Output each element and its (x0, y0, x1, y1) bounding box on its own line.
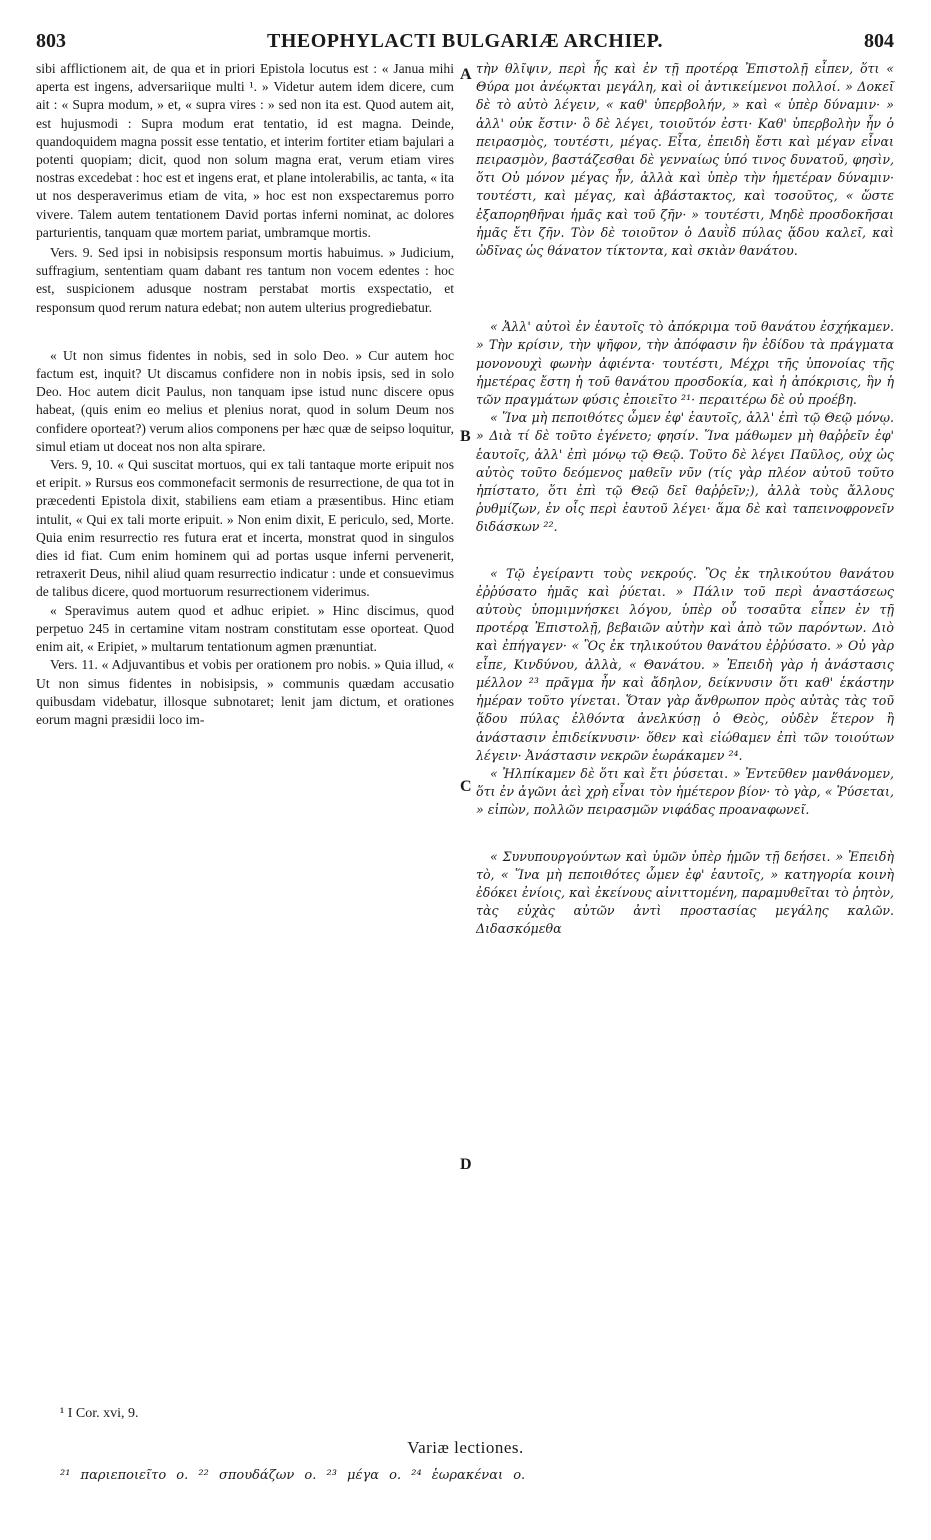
page-number-right: 804 (864, 30, 894, 52)
latin-paragraph-3: « Ut non simus fidentes in nobis, sed in solo Deo. » Cur autem hoc factum est, inquit? Ut discamus confidere non in nobis ipsis, sed in solo Deo. Hoc autem dicit Paulus, non tanquam ipse istud nunc discere opus habeat, (quis enim eo melius et plenius norat, quod in solum Deum nos confidere oporteat?) verum alios componens per hæc quæ de seipso loquitur, simul etiam ut doceat nos non alta spirare. (36, 347, 454, 454)
greek-paragraph-5: « Ἠλπίκαμεν δὲ ὅτι καὶ ἔτι ῥύσεται. » Ἐντεῦθεν μανθάνομεν, ὅτι ἐν ἀγῶνι ἀεὶ χρὴ εἶναι τὸν ἡμέτερον βίον· τὸ γὰρ, « Ῥύσεται, » εἰπὼν, πολλῶν πειρασμῶν νιφάδας προαναφωνεῖ. (476, 765, 894, 818)
section-marker-b: B (460, 428, 471, 445)
greek-paragraph-1: τὴν θλῖψιν, περὶ ἧς καὶ ἐν τῇ προτέρᾳ Ἐπιστολῇ εἶπεν, ὅτι « Θύρα μοι ἀνέῳκται μεγάλη, καὶ οἱ ἀντικείμενοι πολλοί. » Δοκεῖ δὲ τὸ αὐτὸ λέγειν, « καθ' ὑπερβολήν, » καὶ « ὑπὲρ δύναμιν· » ἀλλ' οὐκ ἔστιν· ὃ δὲ λέγει, τοιοῦτόν ἐστι· Καθ' ὑπερβολὴν ἦν ὁ πειρασμὸς, τουτέστι, μέγας. Εἶτα, ἐπειδὴ ἔστι καὶ μέγαν εἶναι πειρασμὸν, βαστάζεσθαι δὲ γενναίως ὑπό τινος δυνατοῦ, φησὶν, ὅτι Οὐ μόνον μέγας ἦν, ἀλλὰ καὶ ὑπὲρ τὴν ἡμετέραν δύναμιν· τουτέστι, καὶ μέγας, καὶ ἀβάστακτος, καὶ τοσοῦτος, « ὥστε ἐξαπορηθῆναι ἡμᾶς καὶ τοῦ ζῆν· » τουτέστι, Μηδὲ προσδοκῆσαι ἡμᾶς ἔτι ζῆν. Τὸν δὲ τοιοῦτον ὁ Δαυῒδ πύλας ᾅδου καλεῖ, καὶ ὠδῖνας ὡς θάνατον τίκτοντα, καὶ σκιὰν θανάτου. (476, 61, 894, 259)
greek-paragraph-2: « Ἀλλ' αὐτοὶ ἐν ἑαυτοῖς τὸ ἀπόκριμα τοῦ θανάτου ἐσχήκαμεν. » Τὴν κρίσιν, τὴν ψῆφον, τὴν ἀπόφασιν ἣν ἐδίδου τὰ πράγματα μονονουχὶ φωνὴν ἀφιέντα· τουτέστι, Μέχρι τῆς ὑπονοίας τῆς ἡμετέρας ἔστη ἡ τοῦ θανάτου προσδοκία, καὶ ἡ ἀπόκρισις, ἣν ἡ τῶν πραγμάτων φύσις ἐποιεῖτο ²¹· περαιτέρω δὲ οὐ προέβη. (476, 319, 894, 408)
greek-column (476, 60, 894, 939)
section-marker-c: C (460, 778, 472, 795)
greek-paragraph-6: « Συνυπουργούντων καὶ ὑμῶν ὑπὲρ ἡμῶν τῇ δεήσει. » Ἐπειδὴ τὸ, « Ἵνα μὴ πεποιθότες ὦμεν ἐφ' ἑαυτοῖς, » κατηγορία κοινὴ ἐδόκει ἐνίοις, καὶ ἐκείνους αἰνιττομένη, παραμυθεῖται τὸ ῥητὸν, τὰς εὐχὰς αὐτῶν ἀντὶ προστασίας μεγάλης καλῶν. Διδασκόμεθα (476, 848, 894, 937)
greek-paragraph-4: « Τῷ ἐγείραντι τοὺς νεκρούς. Ὃς ἐκ τηλικούτου θανάτου ἐῤῥύσατο ἡμᾶς καὶ ῥύεται. » Πάλιν τοῦ περὶ ἀναστάσεως αὐτοὺς ὑπομιμνήσκει λόγου, ὑπὲρ οὗ τοσαῦτα εἶπεν ἐν τῇ προτέρᾳ Ἐπιστολῇ, βεβαιῶν αὐτὴν καὶ ἀπὸ τῶν παρόντων. Διὸ καὶ ἐπήγαγεν· « Ὃς ἐκ τηλικούτου θανάτου ἐῤῥύσατο. » Οὐ γὰρ εἶπε, Κινδύνου, ἀλλὰ, « Θανάτου. » Ἐπειδὴ γὰρ ἡ ἀνάστασις μέλλον ²³ πρᾶγμα ἦν καὶ ἄδηλον, δείκνυσιν ὅτι καθ' ἑκάστην ἡμέραν τοῦτο γίνεται. Ὅταν γὰρ ἄνθρωπον πρὸς αὐτὰς τὰς τοῦ ᾅδου πύλας ἐλθόντα ἀνελκύσῃ ὁ Θεὸς, οὐδὲν ἕτερον ἢ ἀνάστασιν ἐπιδείκνυσιν· ὅθεν καὶ εἰώθαμεν ἐπὶ τῶν τοιούτων λέγειν· Ἀνάστασιν νεκρῶν ἑωράκαμεν ²⁴. (476, 565, 894, 763)
latin-column (36, 60, 454, 729)
latin-paragraph-5: « Speravimus autem quod et adhuc eripiet. » Hinc discimus, quod perpetuo 245 in certamine vitam nostram constitutam esse oporteat. Quod enim ait, « Eripiet, » multarum tentationum agmen prænuntiat. (36, 602, 454, 655)
section-marker-a: A (460, 66, 472, 83)
footnote: ¹ I Cor. xvi, 9. (60, 1406, 139, 1421)
page-header (36, 30, 894, 58)
latin-paragraph-1: sibi afflictionem ait, de qua et in priori Epistola locutus est : « Janua mihi aperta est ingens, adversariique multi ¹. » Videtur autem idem dicere, cum ait : « Supra modum, » et, « supra vires : » sed non ita est. Quod autem ait, est hujusmodi : Supra modum erat tentatio, id est magna. Deinde, quandoquidem magna possit esse tentatio, et interim fortiter etiam bajulari a potenti quopiam; dicit, quod non solum magna erat, verum etiam vires nostras excedebat : hoc est et ingens erat, et plane intolerabilis, ac tanta, « ita ut nos desperaverimus etiam de vita, » hoc est non exspectaremus porro vivere. Talem autem tentationem David portas inferni nominat, ac dolores parturientis, tanquam quæ mortem pariat, umbramque mortis. (36, 61, 454, 240)
variant-reading: ²¹ παριεποιεῖτο ο. (60, 1468, 189, 1483)
latin-paragraph-4: Vers. 9, 10. « Qui suscitat mortuos, qui ex tali tantaque morte eripuit nos et eripit. » Rursus eos commonefacit sermonis de resurrectione, de qua tot in præcedenti Epistola dixit, stabiliens eam etiam a præsentibus. Hinc etiam intulit, « Qui ex tali morte eripuit. » Non enim dixit, E periculo, sed, Morte. Quia enim resurrectio res futura erat et incerta, monstrat quod in singulos dies id fiat. Cum enim hominem qui ad portas usque inferni pervenerit, retraxerit Deus, nihil aliud quam resurrectio indicatur : unde et consuevimus de talibus dicere, quod mortuorum resurrectionem viderimus. (36, 457, 454, 600)
greek-paragraph-3: « Ἵνα μὴ πεποιθότες ὦμεν ἐφ' ἑαυτοῖς, ἀλλ' ἐπὶ τῷ Θεῷ μόνῳ. » Διὰ τί δὲ τοῦτο ἐγένετο; φησίν. Ἵνα μάθωμεν μὴ θαῤῥεῖν ἐφ' ἑαυτοῖς, ἀλλ' ἐπὶ μόνῳ τῷ Θεῷ. Τοῦτο δὲ λέγει Παῦλος, οὐχ ὡς αὐτὸς τοῦτο δεόμενος μαθεῖν νῦν (τίς γὰρ πλέον αὐτοῦ τοῦτο ἠπίστατο, ὅτι ἐπὶ τῷ Θεῷ δεῖ θαῤῥεῖν;), ἀλλὰ τοὺς ἄλλους ῥυθμίζων, ἐν οἷς περὶ ἑαυτοῦ λέγει· ἅμα δὲ καὶ ταπεινοφρονεῖν διδάσκων ²². (476, 410, 894, 535)
variant-reading: ²⁴ ἑωρακέναι ο. (411, 1468, 526, 1483)
page-number-left: 803 (36, 30, 66, 52)
variae-lectiones-list (60, 1468, 525, 1483)
variae-lectiones-title: Variæ lectiones. (407, 1438, 524, 1457)
variant-reading: ²³ μέγα ο. (326, 1468, 402, 1483)
latin-paragraph-6: Vers. 11. « Adjuvantibus et vobis per orationem pro nobis. » Quia illud, « Ut non simus fidentes in nobisipsis, » communis quædam accusatio quibusdam videbatur, illosque subnotaret; lenit jam dictum, et orationes eorum magni præsidii loco im- (36, 657, 454, 727)
section-marker-d: D (460, 1156, 472, 1173)
running-title: THEOPHYLACTI BULGARIÆ ARCHIEP. (267, 30, 663, 52)
variant-reading: ²² σπουδάζων ο. (198, 1468, 317, 1483)
latin-paragraph-2: Vers. 9. Sed ipsi in nobisipsis responsum mortis habuimus. » Judicium, suffragium, sententiam quam dabant res tantum non vocem edentes : hoc est, suspicionem adusque nostram perstabat mortis exspectatio, et responsum quod rerum natura edebat; non autem ulterius progrediebatur. (36, 245, 454, 315)
